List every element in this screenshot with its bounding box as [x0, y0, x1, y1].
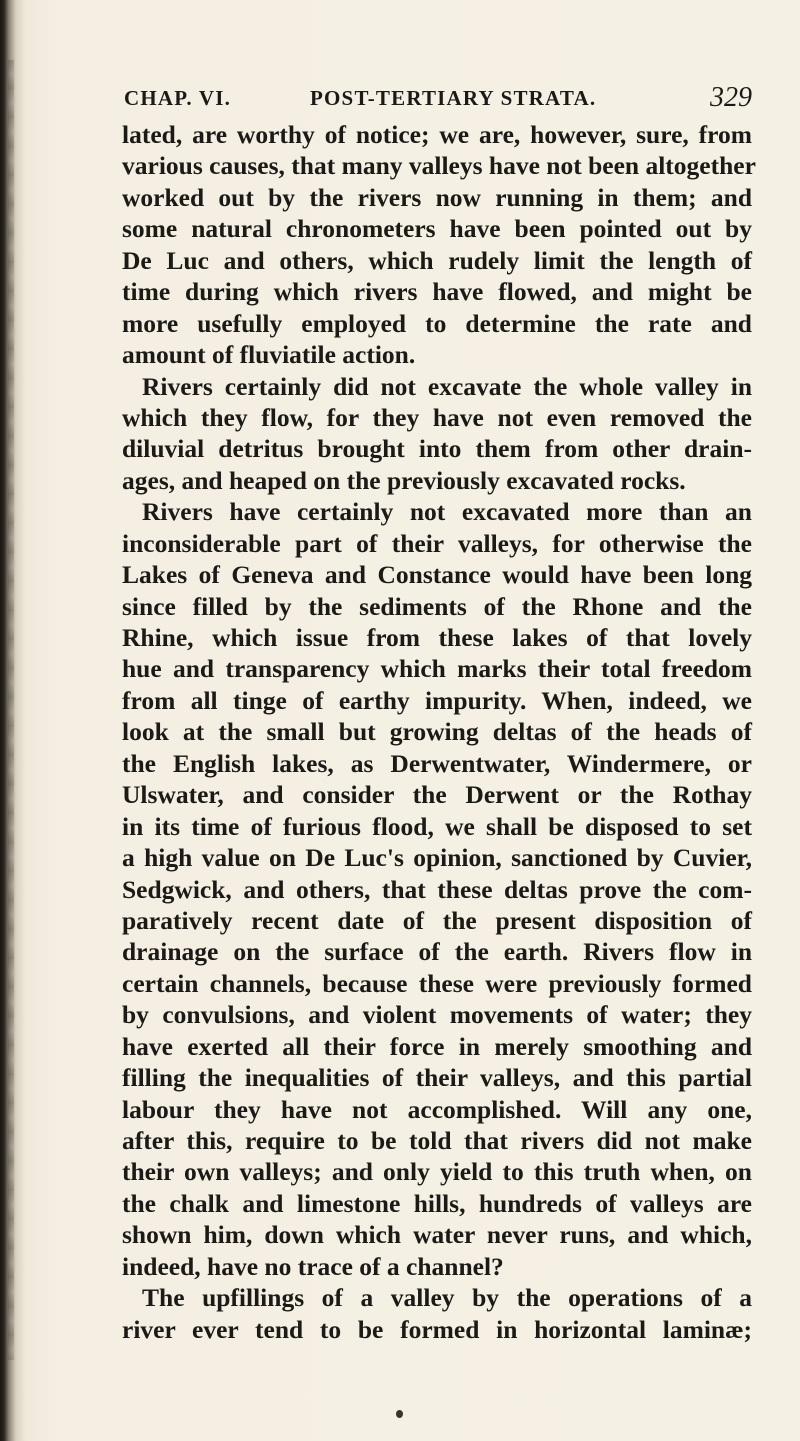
binding-gutter — [8, 60, 14, 1360]
chapter-label: CHAP. VI. — [124, 86, 232, 110]
text-line: lated, are worthy of notice; we are, however, sure, from — [122, 120, 752, 149]
text-line: hue and transparency which marks their total freedom — [122, 654, 752, 684]
text-line: shown him, down which water never runs, and which, — [122, 1220, 752, 1250]
text-line: since filled by the sediments of the Rhone and the — [122, 591, 752, 621]
text-line: after this, require to be told that rivers did not make — [122, 1126, 752, 1155]
text-line: labour they have not accomplished. Will any one, — [122, 1094, 752, 1124]
text-line: have exerted all their force in merely smoothing and — [122, 1031, 752, 1061]
text-line: the English lakes, as Derwentwater, Windermere, or — [122, 748, 752, 778]
text-line: inconsiderable part of their valleys, for otherwise the — [122, 528, 752, 558]
page-number: 329 — [710, 82, 752, 113]
text-line: more usefully employed to determine the rate and — [122, 308, 752, 338]
text-line: some natural chronometers have been pointed out by — [122, 214, 752, 244]
text-line: Rivers certainly did not excavate the whole valley in — [142, 371, 752, 401]
text-line: Rivers have certainly not excavated more than an — [142, 497, 752, 527]
text-line: indeed, have no trace of a channel? — [122, 1251, 504, 1281]
text-line: The upfillings of a valley by the operations of a — [142, 1283, 752, 1313]
text-line: worked out by the rivers now running in them; and — [122, 182, 752, 212]
text-line: from all tinge of earthy impurity. When, indeed, we — [122, 685, 752, 715]
text-line: time during which rivers have flowed, and might be — [122, 277, 752, 307]
text-line: Lakes of Geneva and Constance would have been long — [122, 560, 752, 590]
text-line: their own valleys; and only yield to this truth when, on — [122, 1157, 752, 1187]
text-line: Sedgwick, and others, that these deltas prove the com- — [122, 874, 752, 904]
text-line: a high value on De Luc's opinion, sanctioned by Cuvier, — [122, 843, 752, 873]
text-line: drainage on the surface of the earth. Rivers flow in — [122, 937, 752, 967]
text-line: filling the inequalities of their valleys, and this partial — [122, 1063, 752, 1093]
text-line: ages, and heaped on the previously excavated rocks. — [122, 465, 686, 495]
running-title: POST-TERTIARY STRATA. — [310, 86, 597, 110]
text-line: look at the small but growing deltas of the heads of — [122, 717, 752, 747]
text-line: Rhine, which issue from these lakes of that lovely — [122, 623, 752, 652]
text-line: the chalk and limestone hills, hundreds of valleys are — [122, 1188, 752, 1218]
text-line: paratively recent date of the present disposition of — [122, 905, 752, 935]
text-line: various causes, that many valleys have not been altogether — [122, 151, 756, 181]
text-line: river ever tend to be formed in horizontal laminæ; — [122, 1314, 752, 1344]
running-header — [124, 82, 752, 116]
text-line: Ulswater, and consider the Derwent or the Rothay — [122, 780, 752, 810]
text-line: certain channels, because these were previously formed — [122, 968, 752, 998]
text-line: which they flow, for they have not even removed the — [122, 402, 752, 432]
text-line: diluvial detritus brought into them from other drain- — [122, 434, 752, 464]
text-line: by convulsions, and violent movements of water; they — [122, 1000, 752, 1030]
text-line: De Luc and others, which rudely limit the length of — [122, 245, 752, 275]
body-text — [122, 119, 756, 1345]
text-line: in its time of furious flood, we shall be disposed to set — [122, 811, 752, 841]
ink-speck — [396, 1410, 403, 1418]
text-line: amount of fluviatile action. — [122, 340, 416, 370]
